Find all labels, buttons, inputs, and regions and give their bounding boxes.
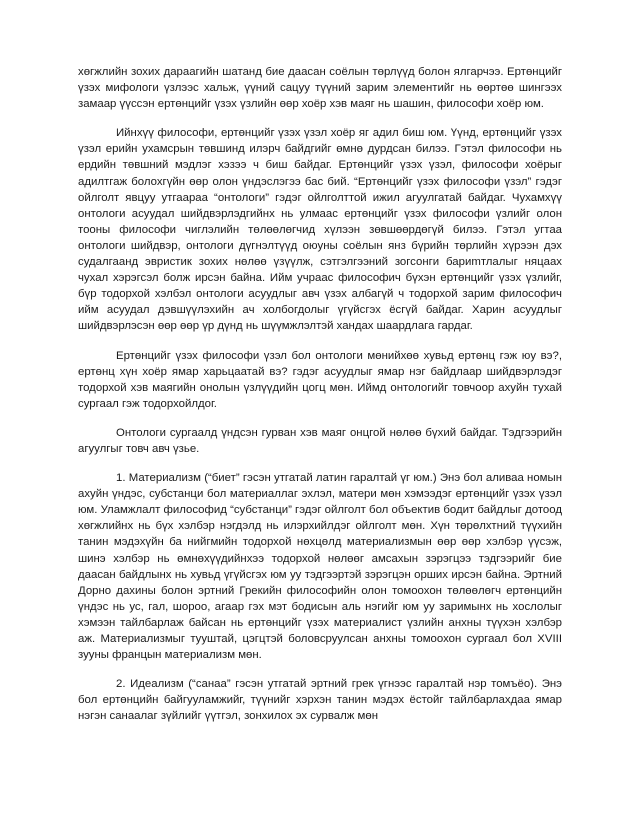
paragraph-6-idealism: 2. Идеализм (“санаа” гэсэн утгатай эртний грек үгнээс гаралтай нэр томъёо). Энэ бол ертөнцийн байгууламжийг, түүнийг хэрхэн танин мэдэх ёстойг тайлбарлахдаа ямар нэгэн санаалаг зүйлийг үүтгэл, зонхилох эх сурвалж мөн bbox=[78, 678, 562, 723]
document-page bbox=[78, 64, 562, 737]
paragraph-5-materialism: 1. Материализм (“биет” гэсэн утгатай латин гаралтай үг юм.) Энэ бол аливаа номын ахуйн үндэс, субстанци бол материаллаг эхлэл, матери мөн хэмээдэг ертөнцийг үзэх үзэл юм. Уламжлалт философид “субстанци” гэдэг ойлголт бол объектив бодит байдлыг дотоод хөгжлийнх нь бүх хэлбэр нэгдэлд нь илэрхийлдэг ойлголт мөн. Хүн төрөлхтний түүхийн танин мэдэхүйн ба нийгмийн тодорхой нөхцөлд материализмын өөр өөр хэлбэр үүсэж, шинэ хэлбэр нь өмнөхүүдийнхээ тодорхой нөлөөг амсахын зэрэгцээ тэдгээрийг бие даасан байдлынх нь хувьд үгүйсгэх юм уу тэдгээртэй зэрэгцэн орших ирсэн байна. Эртний Дорно дахины болон эртний Грекийн философийн олон томоохон төлөөлөгч ертөнцийн үндэс нь ус, гал, шороо, агаар гэх мэт бодисын аль нэгийг юм уу заримынх нь хослолыг хэмээн тайлбарлаж байсан нь ертөнцийг үзэх материалист үзлийн анхны түүхэн хэлбэр аж. Материализмыг тууштай, цэгцтэй боловсруулсан анхны томоохон сургаал бол XVIII зууны францын материализм мөн. bbox=[78, 472, 562, 662]
paragraph-2: Ийнхүү философи, ертөнцийг үзэх үзэл хоёр яг адил биш юм. Үүнд, ертөнцийг үзэх үзэл ерийн ухамсрын төвшинд илэрч байдгийг өмнө дурдсан билээ. Гэтэл философи нь ердийн төвшний мэдлэг хэзээ ч биш байдаг. Ертөнцийг үзэх үзэл, философи хоёрыг адилтгаж болохгүйн өөр олон үндэслэгээ бас бий. “Ертөнцийг үзэх философи үзэл” гэдэг ойлголт явцуу утгаараа “онтологи” гэдэг ойлголттой ижил агуулгатай байдаг. Чухамхүү онтологи асуудал шийдвэрлэдгийнх нь улмаас ертөнцийг үзэх философи үзлийг олон тооны философи чиглэлийн төлөөлөгчид хүлээн зөвшөөрдөгүй билээ. Гэтэл угтаа онтологи шийдвэр, онтологи дүгнэлтүүд оюуны соёлын янз бүрийн төрлийн хүрээн дэх судалгаанд эвристик зохих нөлөө үзүүлж, сэтгэлгээний зогсонги бариmтлалыг няцаах чухал хэрэгсэл болж ирсэн байна. Ийм учраас философич бүхэн ертөнцийг үзэх үзлийг, бүр тодорхой хэлбэл онтологи асуудлыг авч үзэх албагүй ч тодорхой зарим философич ийм асуудал дэвшүүлэхийн ач холбогдолыг үгүйсгэх ёсгүй байдаг. Харин асуудлыг шийдвэрлэсэн өөр өөр үр дүнд нь шүүмжлэлтэй хандах шаардлага гардаг. bbox=[78, 127, 562, 333]
paragraph-1: хөгжлийн зохих дараагийн шатанд бие даасан соёлын төрлүүд болон ялгарчээ. Ертөнцийг үзэх мифологи үзлээс хальж, үүний сацуу түүний зарим элементийг нь өөртөө шингээх замаар үүссэн ертөнцийг үзэх үзлийн өөр хоёр хэв маяг нь шашин, философи хоёр юм. bbox=[78, 66, 562, 111]
paragraph-3: Ертөнцийг үзэх философи үзэл бол онтологи мөнийхөө хувьд ертөнц гэж юу вэ?, ертөнц хүн хоёр ямар харьцаатай вэ? гэдэг асуудлыг ямар нэг байдлаар шийдвэрлэдэг тодорхой хэв маягийн онолын үзлүүдийн цогц мөн. Иймд онтологийг товчоор ахуйн тухай сургаал гэж тодорхойлдог. bbox=[78, 349, 562, 410]
paragraph-4: Онтологи сургаалд үндсэн гурван хэв маяг онцгой нөлөө бүхий байдаг. Тэдгээрийн агуулгыг товч авч үзье. bbox=[78, 426, 562, 455]
